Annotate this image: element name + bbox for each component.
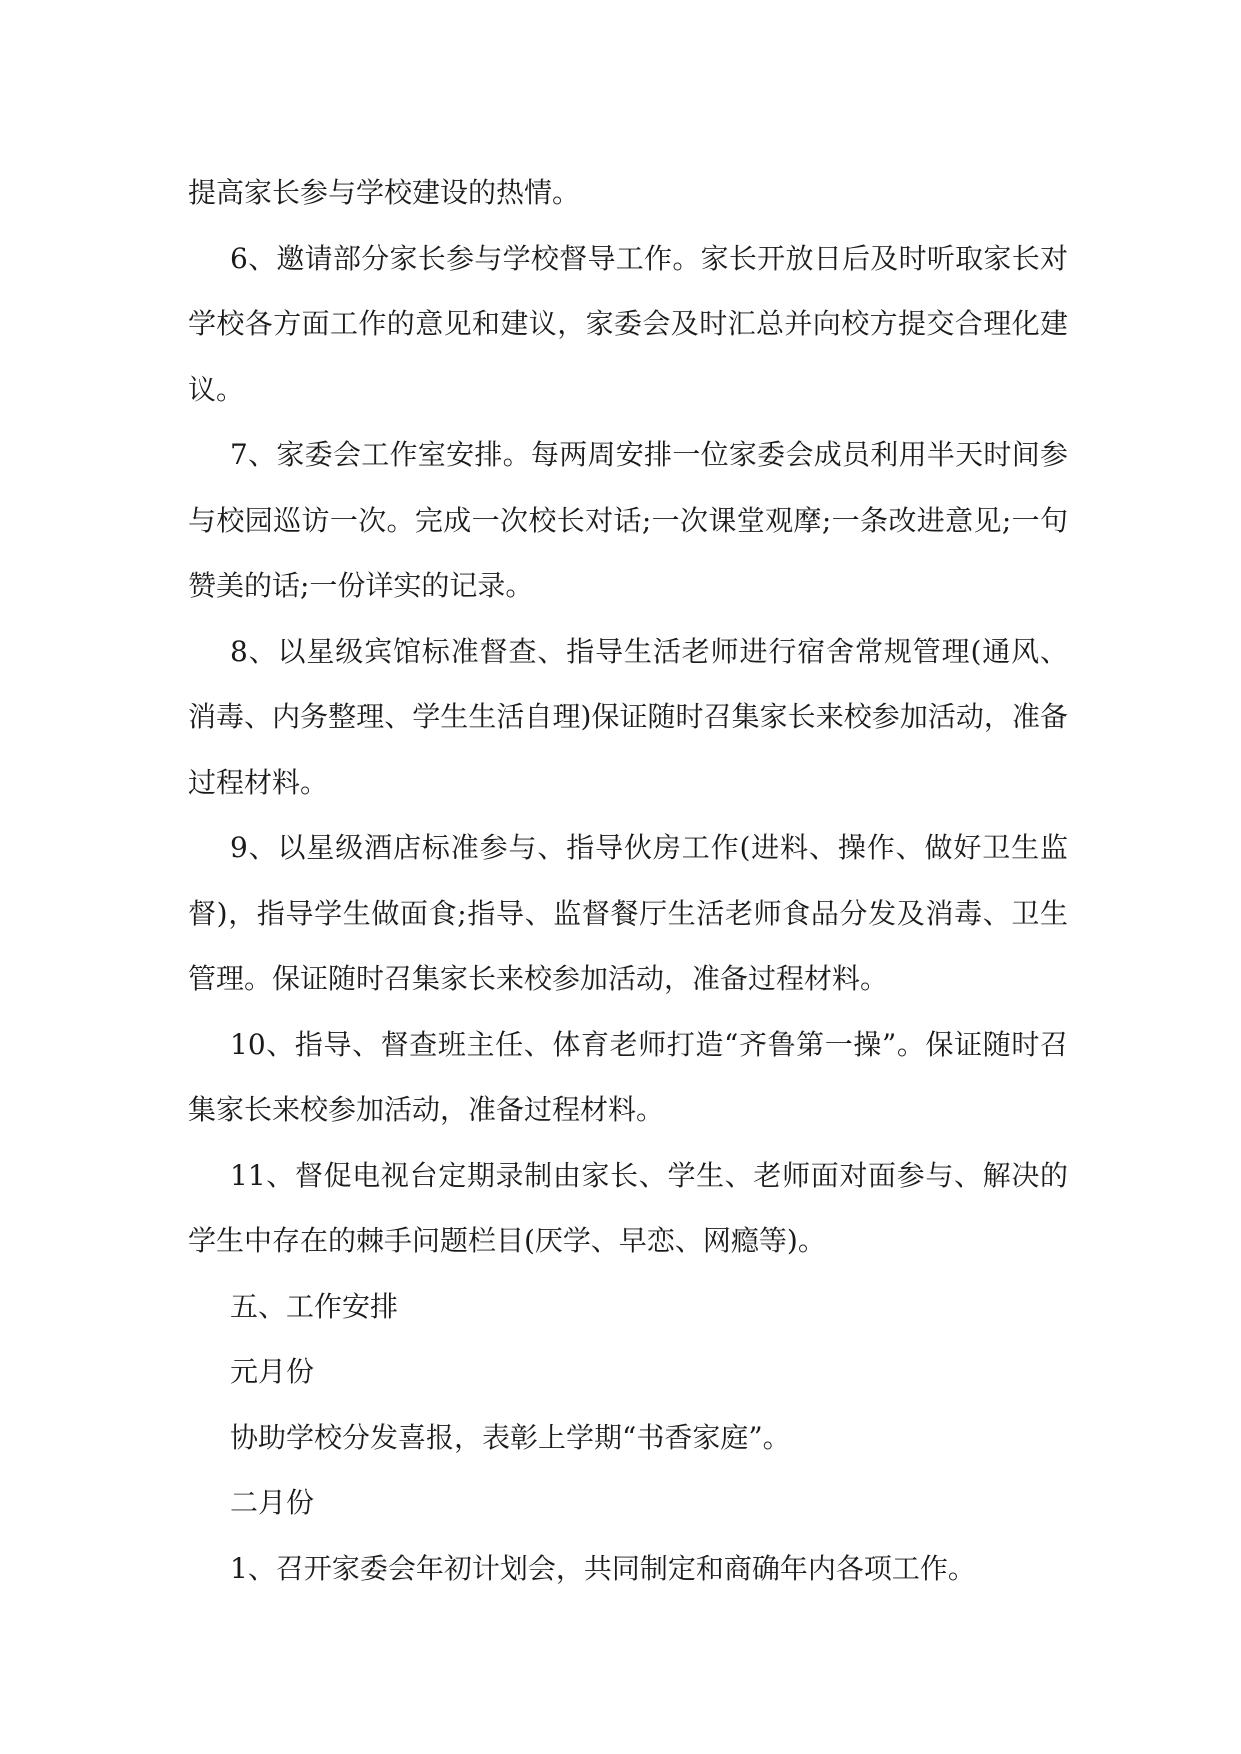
paragraph-item-9: 9、以星级酒店标准参与、指导伙房工作(进料、操作、做好卫生监督)，指导学生做面食;指导、监督餐厅生活老师食品分发及消毒、卫生管理。保证随时召集家长来校参加活动，准备过程材料。 bbox=[188, 831, 1068, 995]
paragraph-continuation: 提高家长参与学校建设的热情。 bbox=[188, 176, 581, 209]
paragraph-item-7: 7、家委会工作室安排。每两周安排一位家委会成员利用半天时间参与校园巡访一次。完成一次校长对话;一次课堂观摩;一条改进意见;一句赞美的话;一份详实的记录。 bbox=[188, 438, 1068, 602]
paragraph-item-10: 10、指导、督查班主任、体育老师打造“齐鲁第一操”。保证随时召集家长来校参加活动，准备过程材料。 bbox=[188, 1027, 1068, 1126]
document-body bbox=[188, 160, 1068, 1601]
month-heading-january: 元月份 bbox=[230, 1355, 315, 1388]
paragraph-january-task: 协助学校分发喜报，表彰上学期“书香家庭”。 bbox=[230, 1420, 791, 1454]
paragraph-item-8: 8、以星级宾馆标准督查、指导生活老师进行宿舍常规管理(通风、消毒、内务整理、学生生活自理)保证随时召集家长来校参加活动，准备过程材料。 bbox=[188, 634, 1068, 799]
section-heading: 五、工作安排 bbox=[230, 1289, 399, 1323]
paragraph-item-6: 6、邀请部分家长参与学校督导工作。家长开放日后及时听取家长对学校各方面工作的意见和建议，家委会及时汇总并向校方提交合理化建议。 bbox=[188, 241, 1068, 406]
paragraph-item-11: 11、督促电视台定期录制由家长、学生、老师面对面参与、解决的学生中存在的棘手问题栏目(厌学、早恋、网瘾等)。 bbox=[188, 1158, 1068, 1257]
paragraph-february-task-1: 1、召开家委会年初计划会，共同制定和商确年内各项工作。 bbox=[230, 1551, 976, 1585]
month-heading-february: 二月份 bbox=[230, 1486, 315, 1519]
